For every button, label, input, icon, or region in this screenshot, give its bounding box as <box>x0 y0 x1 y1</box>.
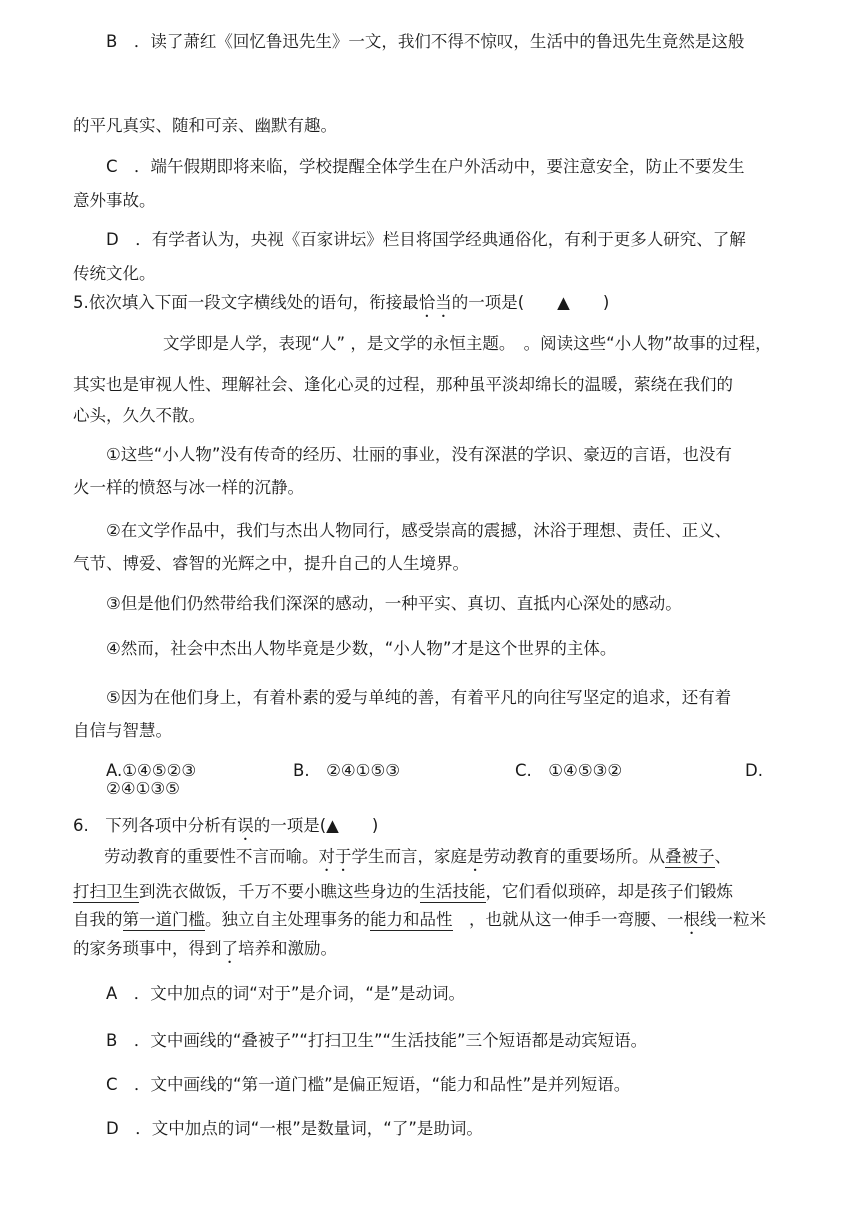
q5-option-a: A.①④⑤②③ <box>106 761 197 780</box>
q6-option-c: C ．文中画线的“第一道门槛”是偏正短语，“能力和品性”是并列短语。 <box>106 1075 631 1094</box>
q5-sentence-5-line1: ⑤因为在他们身上，有着朴素的爱与单纯的善，有着平凡的向往写坚定的追求，还有着 <box>106 688 732 707</box>
q5-passage-line1: 文学即是人学，表现“人” ，是文学的永恒主题。 。阅读这些“小人物”故事的过程， <box>163 334 772 353</box>
q5-sentence-2-line2: 气节、博爱、睿智的光辉之中，提升自己的人生境界。 <box>73 554 469 573</box>
q5-sentence-1-line2: 火一样的愤怒与冰一样的沉静。 <box>73 478 304 497</box>
q5-stem-dotted-1: 恰 <box>418 293 436 312</box>
q4-option-d-line1: D ．有学者认为，央视《百家讲坛》栏目将国学经典通俗化，有利于更多人研究、了解 <box>106 230 746 249</box>
q6-p1-text-c: 劳动教育的重要场所。从 <box>483 847 665 866</box>
q6-p1-dotted-duiyu: 对于 <box>318 847 352 866</box>
q4-option-c-line1: C ．端午假期即将来临，学校提醒全体学生在户外活动中，要注意安全，防止不要发生 <box>106 157 745 176</box>
q4-option-d-line2: 传统文化。 <box>73 264 156 283</box>
q6-p1-underlined-diebeizi: 叠被子 <box>665 847 715 866</box>
q6-p3-dotted-gen: 根 <box>683 910 700 929</box>
q5-stem-text-b: 的一项是( ▲ ) <box>451 293 610 312</box>
q6-p3-underlined-diyidaomenkan: 第一道门槛 <box>122 910 205 929</box>
q5-passage-line2: 其实也是审视人性、理解社会、逢化心灵的过程，那种虽平淡却绵长的温暖，萦绕在我们的 <box>73 375 733 394</box>
q5-sentence-5-line2: 自信与智慧。 <box>73 721 172 740</box>
q6-p3-underlined-nengliheping: 能力和品性 <box>370 910 453 929</box>
q6-p3-text-a: 自我的 <box>73 910 123 929</box>
q6-p3-text-d: 线一粒米 <box>700 910 766 929</box>
q6-p1-text-a: 劳动教育的重要性不言而喻。 <box>104 847 319 866</box>
q5-option-b: B. ②④①⑤③ <box>293 761 401 780</box>
q6-passage-line2 <box>73 881 733 903</box>
q4-option-c-line2: 意外事故。 <box>73 191 156 210</box>
q6-p1-dotted-shi: 是 <box>467 847 484 866</box>
q6-p4-dotted-le: 了 <box>221 939 238 958</box>
q6-option-a: A ．文中加点的词“对于”是介词，“是”是动词。 <box>106 984 465 1003</box>
q6-stem-text-b: 的一项是(▲ ) <box>253 816 379 835</box>
q6-p2-text-b: ，它们看似琐碎，却是孩子们锻炼 <box>485 882 733 901</box>
q5-passage-line3: 心头，久久不散。 <box>73 406 205 425</box>
q5-sentence-4: ④然而，社会中杰出人物毕竟是少数，“小人物”才是这个世界的主体。 <box>106 639 617 658</box>
q6-p3-text-b: 。独立自主处理事务的 <box>205 910 370 929</box>
q6-p1-text-d: 、 <box>714 847 731 866</box>
q6-passage-line4 <box>73 938 337 967</box>
q5-sentence-3: ③但是他们仍然带给我们深深的感动，一种平实、真切、直抵内心深处的感动。 <box>106 594 682 613</box>
q6-passage-line1 <box>104 846 731 875</box>
q5-sentence-1-line1: ①这些“小人物”没有传奇的经历、壮丽的事业，没有深湛的学识、豪迈的言语，也没有 <box>106 445 732 464</box>
q6-p2-underlined-shenghuojineng: 生活技能 <box>419 882 486 901</box>
q6-p2-text-a: 到洗衣做饭，千万不要小瞧这些身边的 <box>139 882 420 901</box>
q6-p1-text-b: 学生而言，家庭 <box>351 847 467 866</box>
q6-stem-dotted: 误 <box>237 816 254 835</box>
q6-p4-text-b: 培养和激励。 <box>238 939 337 958</box>
q6-p2-underlined-dasaoweisheng: 打扫卫生 <box>73 882 139 901</box>
q5-option-d-value: ②④①③⑤ <box>106 779 180 798</box>
q6-p3-text-c: ，也就从这一伸手一弯腰、一 <box>452 910 684 929</box>
q6-passage-line3 <box>73 909 766 938</box>
q6-stem <box>73 815 378 844</box>
q6-stem-text-a: 6. 下列各项中分析有 <box>73 816 238 835</box>
q5-option-d: D. <box>745 761 763 780</box>
q5-stem-text-a: 5.依次填入下面一段文字横线处的语句，衔接最 <box>73 293 419 312</box>
q5-stem-dotted-2: 当 <box>435 293 452 312</box>
q5-stem <box>73 292 609 321</box>
q5-option-c: C. ①④⑤③② <box>515 761 623 780</box>
q4-option-b-line2: 的平凡真实、随和可亲、幽默有趣。 <box>73 116 337 135</box>
q5-sentence-2-line1: ②在文学作品中，我们与杰出人物同行，感受崇高的震撼，沐浴于理想、责任、正义、 <box>106 521 732 540</box>
q6-option-d: D ．文中加点的词“一根”是数量词，“了”是助词。 <box>106 1119 483 1138</box>
q6-p4-text-a: 的家务琐事中，得到 <box>73 939 222 958</box>
q4-option-b-line1: B ．读了萧红《回忆鲁迅先生》一文，我们不得不惊叹，生活中的鲁迅先生竟然是这般 <box>106 32 745 51</box>
q6-option-b: B ．文中画线的“叠被子”“打扫卫生”“生活技能”三个短语都是动宾短语。 <box>106 1031 648 1050</box>
